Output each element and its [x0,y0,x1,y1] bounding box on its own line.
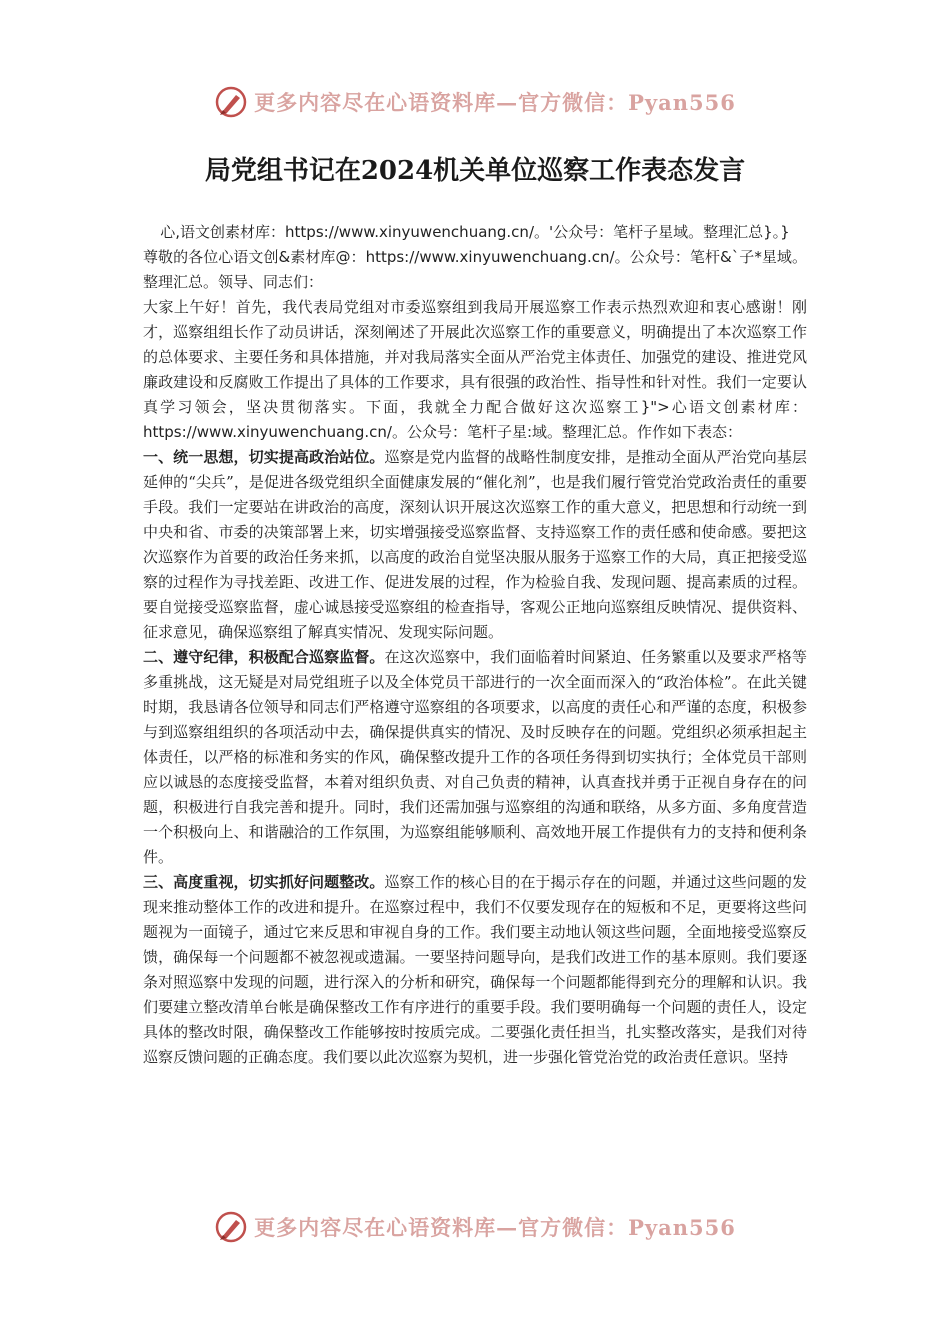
document-title: 局党组书记在2024机关单位巡察工作表态发言 [204,156,746,186]
section-3 [143,870,807,1070]
pen-logo-icon [214,1210,248,1244]
section-2 [143,645,807,870]
section-2-heading: 二、遵守纪律，积极配合巡察监督。 [143,648,385,666]
section-3-body: 巡察工作的核心目的在于揭示存在的问题，并通过这些问题的发现来推动整体工作的改进和提升。在巡察过程中，我们不仅要发现存在的短板和不足，更要将这些问题视为一面镜子，通过它来反思和审视自身的工作。我们要主动地认领这些问题，全面地接受巡察反馈，确保每一个问题都不被忽视或遗漏。一要坚持问题导向，是我们改进工作的基本原则。我们要逐条对照巡察中发现的问题，进行深入的分析和研究，确保每一个问题都能得到充分的理解和认识。我们要建立整改清单台帐是确保整改工作有序进行的重要手段。我们要明确每一个问题的责任人，设定具体的整改时限，确保整改工作能够按时按质完成。二要强化责任担当，扎实整改落实，是我们对待巡察反馈问题的正确态度。我们要以此次巡察为契机，进一步强化管党治党的政治责任意识。坚持 [143,873,807,1066]
section-1-body: 巡察是党内监督的战略性制度安排，是推动全面从严治党向基层延伸的“尖兵”，是促进各级党组织全面健康发展的“催化剂”，也是我们履行管党治党政治责任的重要手段。我们一定要站在讲政治的高度，深刻认识开展这次巡察工作的重大意义，把思想和行动统一到中央和省、市委的决策部署上来，切实增强接受巡察监督、支持巡察工作的责任感和使命感。要把这次巡察作为首要的政治任务来抓，以高度的政治自觉坚决服从服务于巡察工作的大局，真正把接受巡察的过程作为寻找差距、改进工作、促进发展的过程，作为检验自我、发现问题、提高素质的过程。要自觉接受巡察监督，虚心诚恳接受巡察组的检查指导，客观公正地向巡察组反映情况、提供资料、征求意见，确保巡察组了解真实情况、发现实际问题。 [143,448,807,641]
header-banner [0,82,950,122]
section-1-heading: 一、统一思想，切实提高政治站位。 [143,448,385,466]
banner-text: 更多内容尽在心语资料库—官方微信：Pyan556 [254,1215,736,1240]
section-3-heading: 三、高度重视，切实抓好问题整改。 [143,873,385,891]
section-1 [143,445,807,645]
section-2-body: 在这次巡察中，我们面临着时间紧迫、任务繁重以及要求严格等多重挑战，这无疑是对局党组班子以及全体党员干部进行的一次全面而深入的“政治体检”。在此关键时期，我恳请各位领导和同志们严格遵守巡察组的各项要求，以高度的责任心和严谨的态度，积极参与到巡察组组织的各项活动中去，确保提供真实的情况、及时反映存在的问题。党组织必须承担起主体责任，以严格的标准和务实的作风，确保整改提升工作的各项任务得到切实执行；全体党员干部则应以诚恳的态度接受监督，本着对组织负责、对自己负责的精神，认真查找并勇于正视自身存在的问题，积极进行自我完善和提升。同时，我们还需加强与巡察组的沟通和联络，从多方面、多角度营造一个积极向上、和谐融洽的工作氛围，为巡察组能够顺利、高效地开展工作提供有力的支持和便利条件。 [143,648,807,866]
paragraph-source-note: 心,语文创素材库：https://www.xinyuwenchuang.cn/。'公众号：笔杆子星域。整理汇总}。} [160,223,790,241]
pen-logo-icon [214,85,248,119]
banner-text: 更多内容尽在心语资料库—官方微信：Pyan556 [254,90,736,115]
paragraph-intro: 大家上午好！首先，我代表局党组对市委巡察组到我局开展巡察工作表示热烈欢迎和衷心感谢！刚才，巡察组组长作了动员讲话，深刻阐述了开展此次巡察工作的重要意义，明确提出了本次巡察工作的总体要求、主要任务和具体措施，并对我局落实全面从严治党主体责任、加强党的建设、推进党风廉政建设和反腐败工作提出了具体的工作要求，具有很强的政治性、指导性和针对性。我们一定要认真学习领会，坚决贯彻落实。下面，我就全力配合做好这次巡察工}">心语文创素材库：https://www.xinyuwenchuang.cn/。公众号：笔杆子星:域。整理汇总。作作如下表态： [143,298,807,441]
footer-banner [0,1207,950,1247]
paragraph-salutation: 尊敬的各位心语文创&素材库@：https://www.xinyuwenchuang.cn/。公众号：笔杆&`子*星域。整理汇总。领导、同志们： [143,248,807,291]
document-body [143,220,807,1070]
